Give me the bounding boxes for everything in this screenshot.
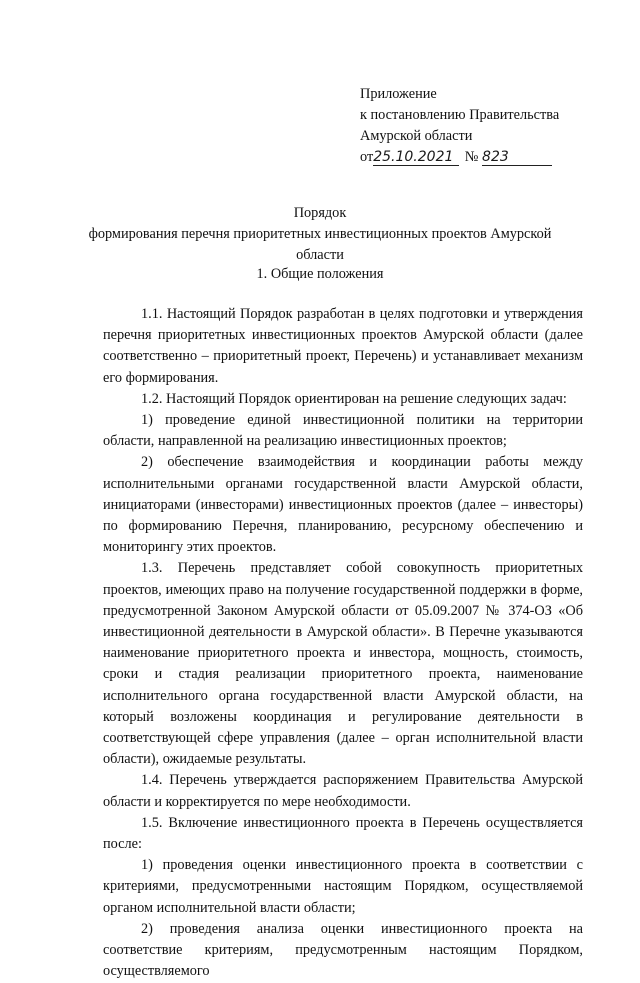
appendix-date-row xyxy=(360,147,559,168)
section-heading: 1. Общие положения xyxy=(256,266,384,282)
paragraph-1-2: 1.2. Настоящий Порядок ориентирован на решение следующих задач: xyxy=(141,390,567,407)
paragraph-1-4: 1.4. Перечень утверждается распоряжением Правительства Амурской области и корректируется по мере необходимости. xyxy=(103,772,583,810)
handwritten-number: 823 xyxy=(482,149,509,165)
document-title xyxy=(0,203,640,266)
number-prefix: № xyxy=(464,149,479,165)
title-line-3: области xyxy=(296,247,344,263)
appendix-resolution: к постановлению Правительства xyxy=(360,107,560,123)
paragraph-1-2-item-2: 2) обеспечение взаимодействия и координации работы между исполнительными органами государственной власти Амурской области, инициаторами (инвесторами) инвестиционных проектов (далее – инвесторы) по формированию Перечня, планированию, ресурсному обеспечению и мониторингу этих проектов. xyxy=(103,454,583,556)
paragraph-1-2-item-1: 1) проведение единой инвестиционной политики на территории области, направленной на реализацию инвестиционных проектов; xyxy=(103,412,583,450)
paragraph-1-5-item-2: 2) проведения анализа оценки инвестиционного проекта на соответствие критериям, предусмотренным настоящим Порядком, осуществляемого xyxy=(103,920,583,980)
document-body xyxy=(103,304,583,983)
paragraph-1-1: 1.1. Настоящий Порядок разработан в целях подготовки и утверждения перечня приоритетных инвестиционных проектов Амурской области (далее соответственно – приоритетный проект, Перечень) и устанавливает механизм его формирования. xyxy=(103,306,583,386)
appendix-label: Приложение xyxy=(360,86,437,102)
title-line-1: Порядок xyxy=(293,205,347,221)
date-prefix: от xyxy=(360,149,374,165)
handwritten-date: 25.10.2021 xyxy=(373,149,454,165)
paragraph-1-5: 1.5. Включение инвестиционного проекта в Перечень осуществляется после: xyxy=(103,814,583,853)
paragraph-1-5-item-1: 1) проведения оценки инвестиционного проекта в соответствии с критериями, предусмотренными настоящим Порядком, осуществляемой органом исполнительной власти области; xyxy=(103,857,583,916)
paragraph-1-3: 1.3. Перечень представляет собой совокупность приоритетных проектов, имеющих право на получение государственной поддержки в форме, предусмотренной Законом Амурской области от 05.09.2007 № 374-ОЗ «Об инвестиционной деятельности в Амурской области». В Перечне указываются наименование приоритетного проекта и инвестора, мощность, стоимость, сроки и стадия реализации приоритетного проекта, наименование исполнительного органа государственной власти Амурской области, на который возложены координация и регулирование деятельности в соответствующей сфере управления (далее – орган исполнительной власти области), ожидаемые результаты. xyxy=(103,560,583,768)
appendix-block xyxy=(360,84,559,168)
title-line-2: формирования перечня приоритетных инвестиционных проектов Амурской xyxy=(88,226,552,242)
appendix-region: Амурской области xyxy=(360,128,473,144)
